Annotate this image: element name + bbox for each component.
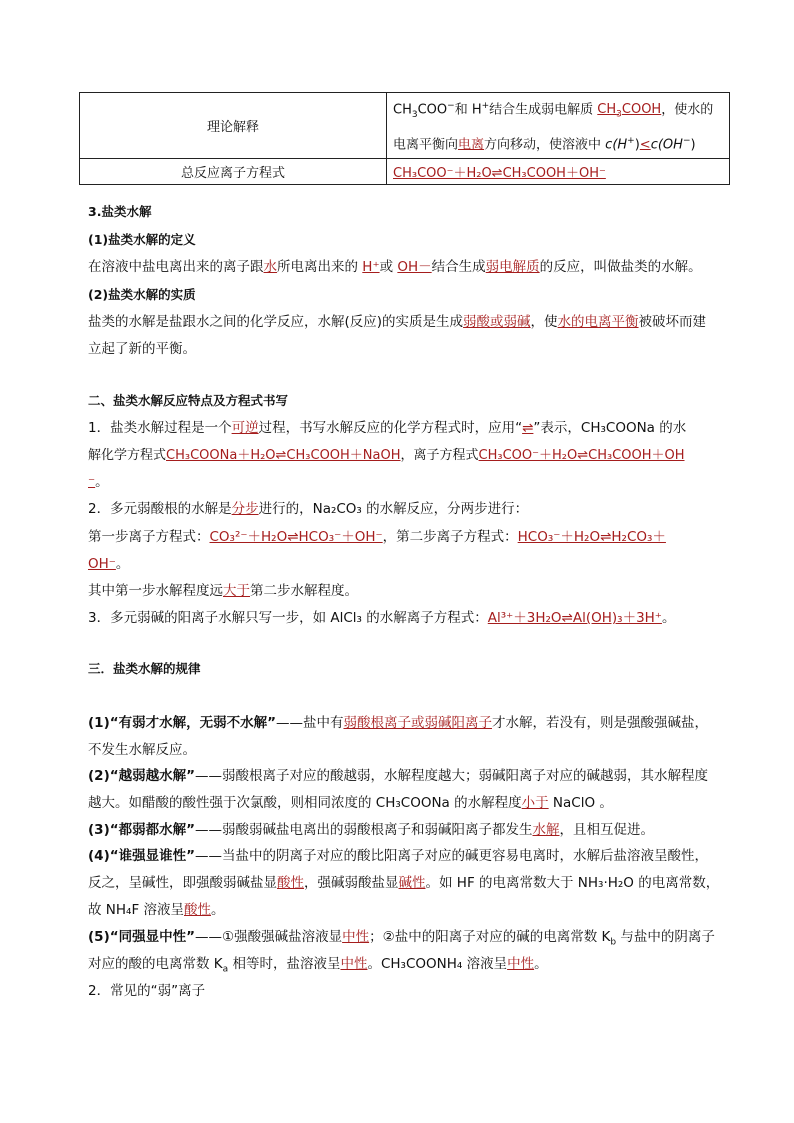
- answer-blank: H⁺: [362, 259, 380, 275]
- row1-label: 理论解释: [206, 120, 259, 136]
- paragraph: 2．常见的“弱”离子: [88, 983, 206, 999]
- paragraph: [88, 554, 129, 574]
- row2-label: 总反应离子方程式: [180, 166, 285, 182]
- subsection-title: (2)盐类水解的实质: [88, 287, 196, 302]
- text: a: [222, 964, 229, 975]
- text: 所电离出来的: [277, 259, 363, 275]
- text: 或: [379, 259, 398, 275]
- paragraph: [88, 581, 358, 601]
- text: (2)“越弱越水解”: [88, 768, 195, 784]
- paragraph: [88, 257, 702, 277]
- answer-blank: 分步: [231, 501, 259, 517]
- paragraph: 不发生水解反应。: [88, 742, 196, 758]
- text: 进行的，Na₂CO₃ 的水解反应，分两步进行：: [258, 501, 529, 517]
- answer-blank: 可逆: [231, 420, 259, 436]
- paragraph: [88, 312, 706, 332]
- answer-blank: 水的电离平衡: [557, 314, 639, 330]
- paragraph: [88, 954, 548, 980]
- text: ”表示，CH₃COONa 的水: [533, 420, 687, 436]
- text: 第二步水解程度。: [250, 583, 358, 599]
- paragraph: [88, 608, 675, 628]
- text: ): [690, 137, 696, 153]
- text: −: [682, 135, 691, 146]
- text: 被破坏而建: [638, 314, 707, 330]
- table-row: [80, 159, 730, 185]
- answer-blank: 水: [263, 259, 277, 275]
- text: ——弱酸弱碱盐电离出的弱酸根离子和弱碱阳离子都发生: [194, 822, 533, 838]
- text: 对应的酸的电离常数 K: [88, 956, 223, 972]
- answer-blank: 中性: [507, 956, 535, 972]
- text: ——①强酸强碱盐溶液显: [194, 929, 343, 945]
- section-title: 三．盐类水解的规律: [88, 661, 201, 676]
- answer-blank: HCO₃⁻＋H₂O⇌H₂CO₃＋: [517, 529, 666, 545]
- answer-blank: 弱酸或弱碱: [463, 314, 531, 330]
- text: +: [481, 101, 490, 111]
- text: 。: [211, 902, 225, 918]
- paragraph: [88, 873, 719, 893]
- text: 。: [95, 474, 109, 490]
- text: COOH: [621, 102, 662, 118]
- text: ，且相互促进。: [559, 822, 654, 838]
- text: 。: [115, 556, 130, 572]
- text: +: [627, 135, 635, 146]
- text: 越大。如醋酸的酸性强于次氯酸，则相同浓度的 CH₃COONa 的水解程度: [88, 795, 522, 811]
- text: ——盐中有: [275, 715, 344, 731]
- text: 。如 HF 的电离常数大于 NH₃·H₂O 的电离常数，: [425, 875, 720, 891]
- table-row: [80, 93, 730, 159]
- answer-blank: [597, 102, 662, 120]
- text: ，使: [530, 314, 558, 330]
- text: CH: [597, 102, 617, 118]
- text: 与盐中的阴离子: [616, 929, 715, 945]
- text: (5)“同强显中性”: [88, 929, 195, 945]
- text: 过程，书写水解反应的化学方程式时，应用“: [258, 420, 523, 436]
- answer-blank: OH⁻: [88, 556, 116, 572]
- text: 结合生成弱电解质: [489, 102, 598, 118]
- text: ——当盐中的阴离子对应的酸比阳离子对应的碱更容易电离时，水解后盐溶液呈酸性，: [194, 848, 708, 864]
- text: 反之，呈碱性，即强酸弱碱盐显: [88, 875, 277, 891]
- text: 1．盐类水解过程是一个: [88, 420, 232, 436]
- explanation-table: [79, 92, 730, 185]
- text: 和 H: [454, 102, 482, 118]
- text: 故 NH₄F 溶液呈: [88, 902, 185, 918]
- text: 3: [616, 109, 622, 120]
- table-content-cell: [387, 159, 730, 185]
- text: 。: [534, 956, 548, 972]
- answer-blank: 小于: [521, 795, 549, 811]
- answer-blank: 水解: [532, 822, 560, 838]
- paragraph: [88, 472, 109, 492]
- text: 在溶液中盐电离出来的离子跟: [88, 259, 264, 275]
- text: (1)“有弱才水解，无弱不水解”: [88, 715, 276, 731]
- answer-blank: 大于: [223, 583, 250, 599]
- answer-blank: CH₃COO⁻＋H₂O⇌CH₃COOH＋OH: [478, 448, 685, 463]
- paragraph: [88, 900, 225, 920]
- answer-blank: <: [639, 137, 651, 153]
- text: 3: [411, 109, 418, 120]
- answer-blank: Al³⁺＋3H₂O⇌Al(OH)₃＋3H⁺: [487, 610, 662, 626]
- text: 其中第一步水解程度远: [88, 583, 223, 599]
- answer-blank: 碱性: [398, 875, 426, 891]
- paragraph: [88, 446, 685, 466]
- paragraph: [88, 499, 528, 519]
- paragraph: [88, 766, 708, 786]
- answer-blank: 弱酸根离子或弱碱阳离子: [343, 715, 492, 731]
- text: c(OH: [650, 137, 683, 153]
- paragraph: 立起了新的平衡。: [88, 341, 196, 357]
- text: 第一步离子方程式：: [88, 529, 210, 545]
- table-content-cell: [387, 93, 730, 159]
- text: 方向移动，使溶液中: [484, 137, 606, 153]
- text: ——弱酸根离子对应的酸越弱，水解程度越大；弱碱阳离子对应的碱越弱，其水解程度: [194, 768, 708, 784]
- text: b: [610, 937, 617, 948]
- text: 盐类的水解是盐跟水之间的化学反应，水解(反应)的实质是生成: [88, 314, 464, 330]
- subsection-title: (1)盐类水解的定义: [88, 232, 196, 247]
- text: (4)“谁强显谁性”: [88, 848, 195, 864]
- text: 电离平衡向: [393, 137, 459, 153]
- text: c(H: [605, 137, 628, 153]
- answer-blank: 酸性: [277, 875, 304, 891]
- table-label-cell: [80, 159, 387, 185]
- text: 结合生成: [431, 259, 486, 275]
- text: ，第二步离子方程式：: [382, 529, 518, 545]
- answer-blank: 酸性: [184, 902, 212, 918]
- text: 。CH₃COONH₄ 溶液呈: [367, 956, 508, 972]
- table-label-cell: [80, 93, 387, 159]
- text: 。: [661, 610, 676, 626]
- section-title: 二、盐类水解反应特点及方程式书写: [88, 393, 289, 408]
- answer-blank: ⇌: [522, 420, 534, 436]
- paragraph: [88, 527, 666, 547]
- paragraph: [88, 927, 715, 953]
- answer-blank: 中性: [342, 929, 370, 945]
- answer-blank: 中性: [340, 956, 368, 972]
- text: ，强碱弱酸盐显: [304, 875, 399, 891]
- text: ，离子方程式: [400, 448, 479, 463]
- paragraph: [88, 846, 708, 866]
- paragraph: [88, 713, 708, 733]
- answer-blank: CH₃COO⁻＋H₂O⇌CH₃COOH＋OH⁻: [393, 166, 606, 182]
- text: CH: [393, 102, 412, 118]
- answer-blank: OH－: [397, 259, 432, 275]
- text: ；②盐中的阳离子对应的碱的电离常数 K: [369, 929, 611, 945]
- text: 的反应，叫做盐类的水解。: [539, 259, 702, 275]
- answer-blank: CH₃COONa＋H₂O⇌CH₃COOH＋NaOH: [166, 448, 401, 463]
- answer-blank: CO₃²⁻＋H₂O⇌HCO₃⁻＋OH⁻: [209, 529, 383, 545]
- answer-blank: 电离: [458, 137, 485, 153]
- text: (3)“都弱都水解”: [88, 822, 195, 838]
- paragraph: [88, 820, 654, 840]
- text: 2．多元弱酸根的水解是: [88, 501, 232, 517]
- paragraph: [88, 793, 613, 813]
- paragraph: [88, 418, 686, 438]
- section-title: 3.盐类水解: [88, 204, 152, 219]
- text: 解化学方程式: [88, 448, 167, 463]
- text: NaClO 。: [548, 795, 613, 811]
- text: −: [447, 101, 455, 111]
- text: ): [634, 137, 640, 153]
- text: COO: [417, 102, 448, 118]
- text: 才水解，若没有，则是强酸强碱盐，: [491, 715, 708, 731]
- text: 3．多元弱碱的阳离子水解只写一步，如 AlCl₃ 的水解离子方程式：: [88, 610, 488, 626]
- answer-blank: 弱电解质: [485, 259, 540, 275]
- text: 相等时，盐溶液呈: [228, 956, 341, 972]
- text: ，使水的: [661, 102, 714, 118]
- answer-blank: ⁻: [88, 474, 96, 490]
